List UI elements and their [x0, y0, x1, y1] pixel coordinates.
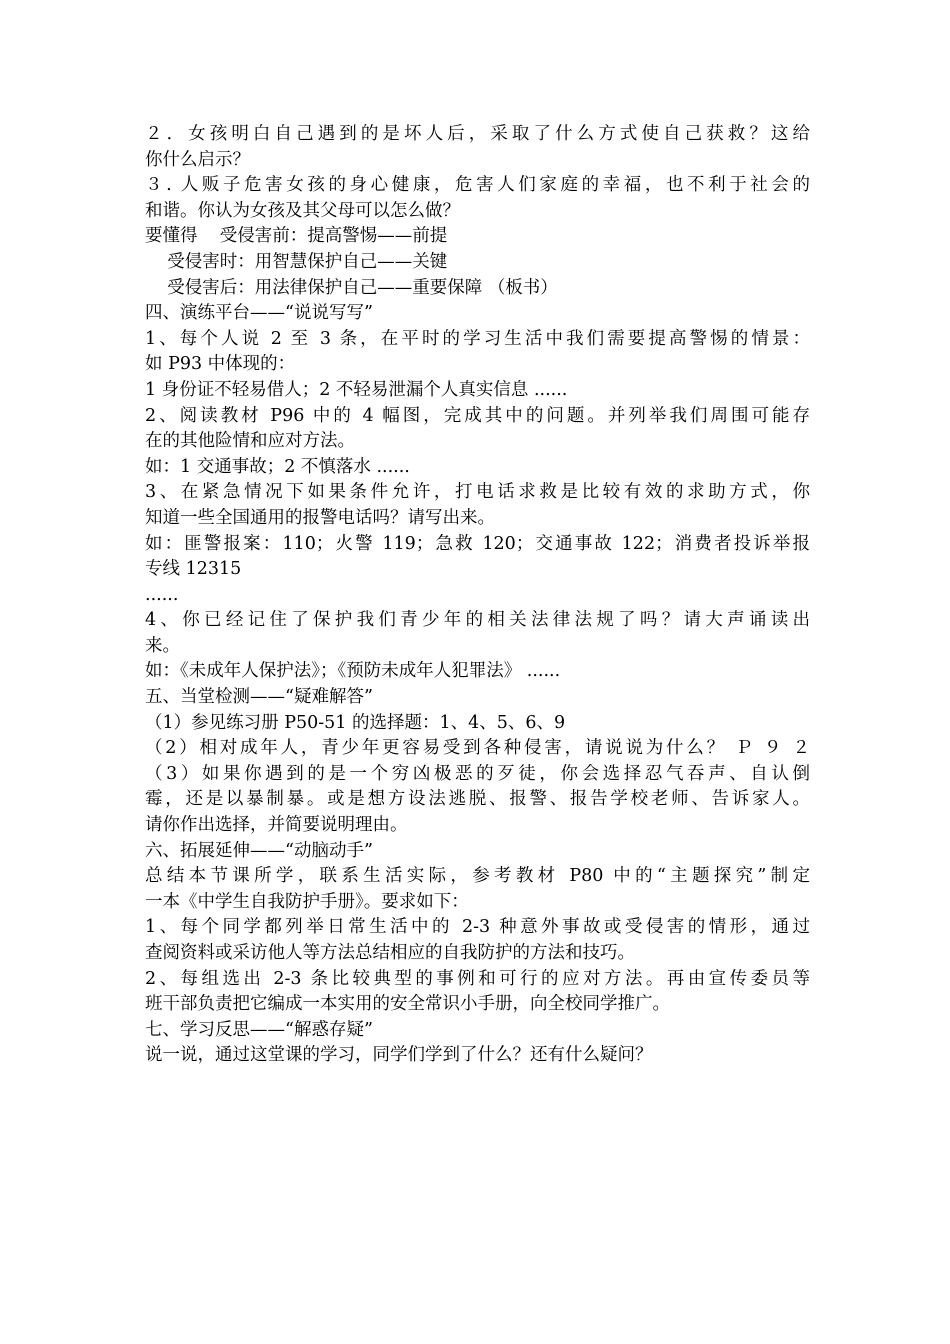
- text-line: 如 P93 中体现的：: [145, 354, 296, 375]
- text-line: 六、拓展延伸——“动脑动手”: [145, 840, 373, 861]
- text-line: 说一说，通过这堂课的学习，同学们学到了什么？还有什么疑问？: [145, 1045, 653, 1066]
- text-line: 知道一些全国通用的报警电话吗？请写出来。: [145, 507, 495, 528]
- text-line: 1 身份证不轻易借人；2 不轻易泄漏个人真实信息 ......: [145, 379, 568, 400]
- document-page: [145, 122, 810, 1069]
- text-line: （2）相对成年人，青少年更容易受到各种侵害，请说说为什么？ Ｐ ９ ２: [145, 738, 810, 759]
- text-line: 七、学习反思——“解惑存疑”: [145, 1019, 373, 1040]
- text-line: 在的其他险情和应对方法。: [145, 431, 355, 452]
- text-line: 4、你已经记住了保护我们青少年的相关法律法规了吗？请大声诵读出: [145, 610, 810, 631]
- text-line: 要懂得 受侵害前：提高警惕——前提: [145, 226, 448, 247]
- text-line: 四、演练平台——“说说写写”: [145, 303, 373, 324]
- text-line: 2、阅读教材 P96 中的 4 幅图，完成其中的问题。并列举我们周围可能存: [145, 405, 810, 426]
- text-line: ......: [145, 584, 179, 605]
- text-line: 2、每组选出 2-3 条比较典型的事例和可行的应对方法。再由宣传委员等: [145, 968, 810, 989]
- text-line: 受侵害时：用智慧保护自己——关键: [145, 251, 448, 272]
- text-line: （1）参见练习册 P50-51 的选择题：1、4、5、6、9: [145, 712, 566, 733]
- text-line: 查阅资料或采访他人等方法总结相应的自我防护的方法和技巧。: [145, 943, 635, 963]
- text-line: 如：1 交通事故；2 不慎落水 ......: [145, 456, 410, 477]
- text-line: 来。: [145, 635, 180, 656]
- text-line: ３. 人贩子危害女孩的身心健康，危害人们家庭的幸福，也不利于社会的: [145, 175, 810, 196]
- text-line: 霉，还是以暴制暴。或是想方设法逃脱、报警、报告学校老师、告诉家人。: [145, 789, 810, 810]
- text-line: 和谐。你认为女孩及其父母可以怎么做？: [145, 200, 460, 221]
- text-line: 如：匪警报案：110；火警 119；急救 120；交通事故 122；消费者投诉举报: [145, 533, 810, 554]
- text-line: 受侵害后：用法律保护自己——重要保障 （板书）: [145, 277, 558, 298]
- text-line: 1、每个人说 2 至 3 条，在平时的学习生活中我们需要提高警惕的情景：: [145, 328, 810, 349]
- text-line: 班干部负责把它编成一本实用的安全常识小手册，向全校同学推广。: [145, 994, 670, 1015]
- text-line: 请你作出选择，并简要说明理由。: [145, 815, 408, 836]
- text-line: 你什么启示？: [145, 149, 250, 170]
- text-line: 专线 12315: [145, 559, 242, 580]
- text-line: 如：《未成年人保护法》；《预防未成年人犯罪法》 ......: [145, 661, 561, 682]
- text-line: ２．女孩明白自己遇到的是坏人后，采取了什么方式使自己获救？这给: [145, 124, 810, 144]
- text-line: 总结本节课所学，联系生活实际，参考教材 P80 中的“主题探究”制定: [145, 866, 810, 887]
- text-line: 五、当堂检测——“疑难解答”: [145, 687, 373, 708]
- text-line: 3、在紧急情况下如果条件允许，打电话求救是比较有效的求助方式，你: [145, 482, 810, 503]
- text-line: （3）如果你遇到的是一个穷凶极恶的歹徒，你会选择忍气吞声、自认倒: [145, 763, 810, 784]
- text-line: 一本《中学生自我防护手册》。要求如下：: [145, 891, 469, 912]
- text-line: 1、每个同学都列举日常生活中的 2-3 种意外事故或受侵害的情形，通过: [145, 917, 810, 938]
